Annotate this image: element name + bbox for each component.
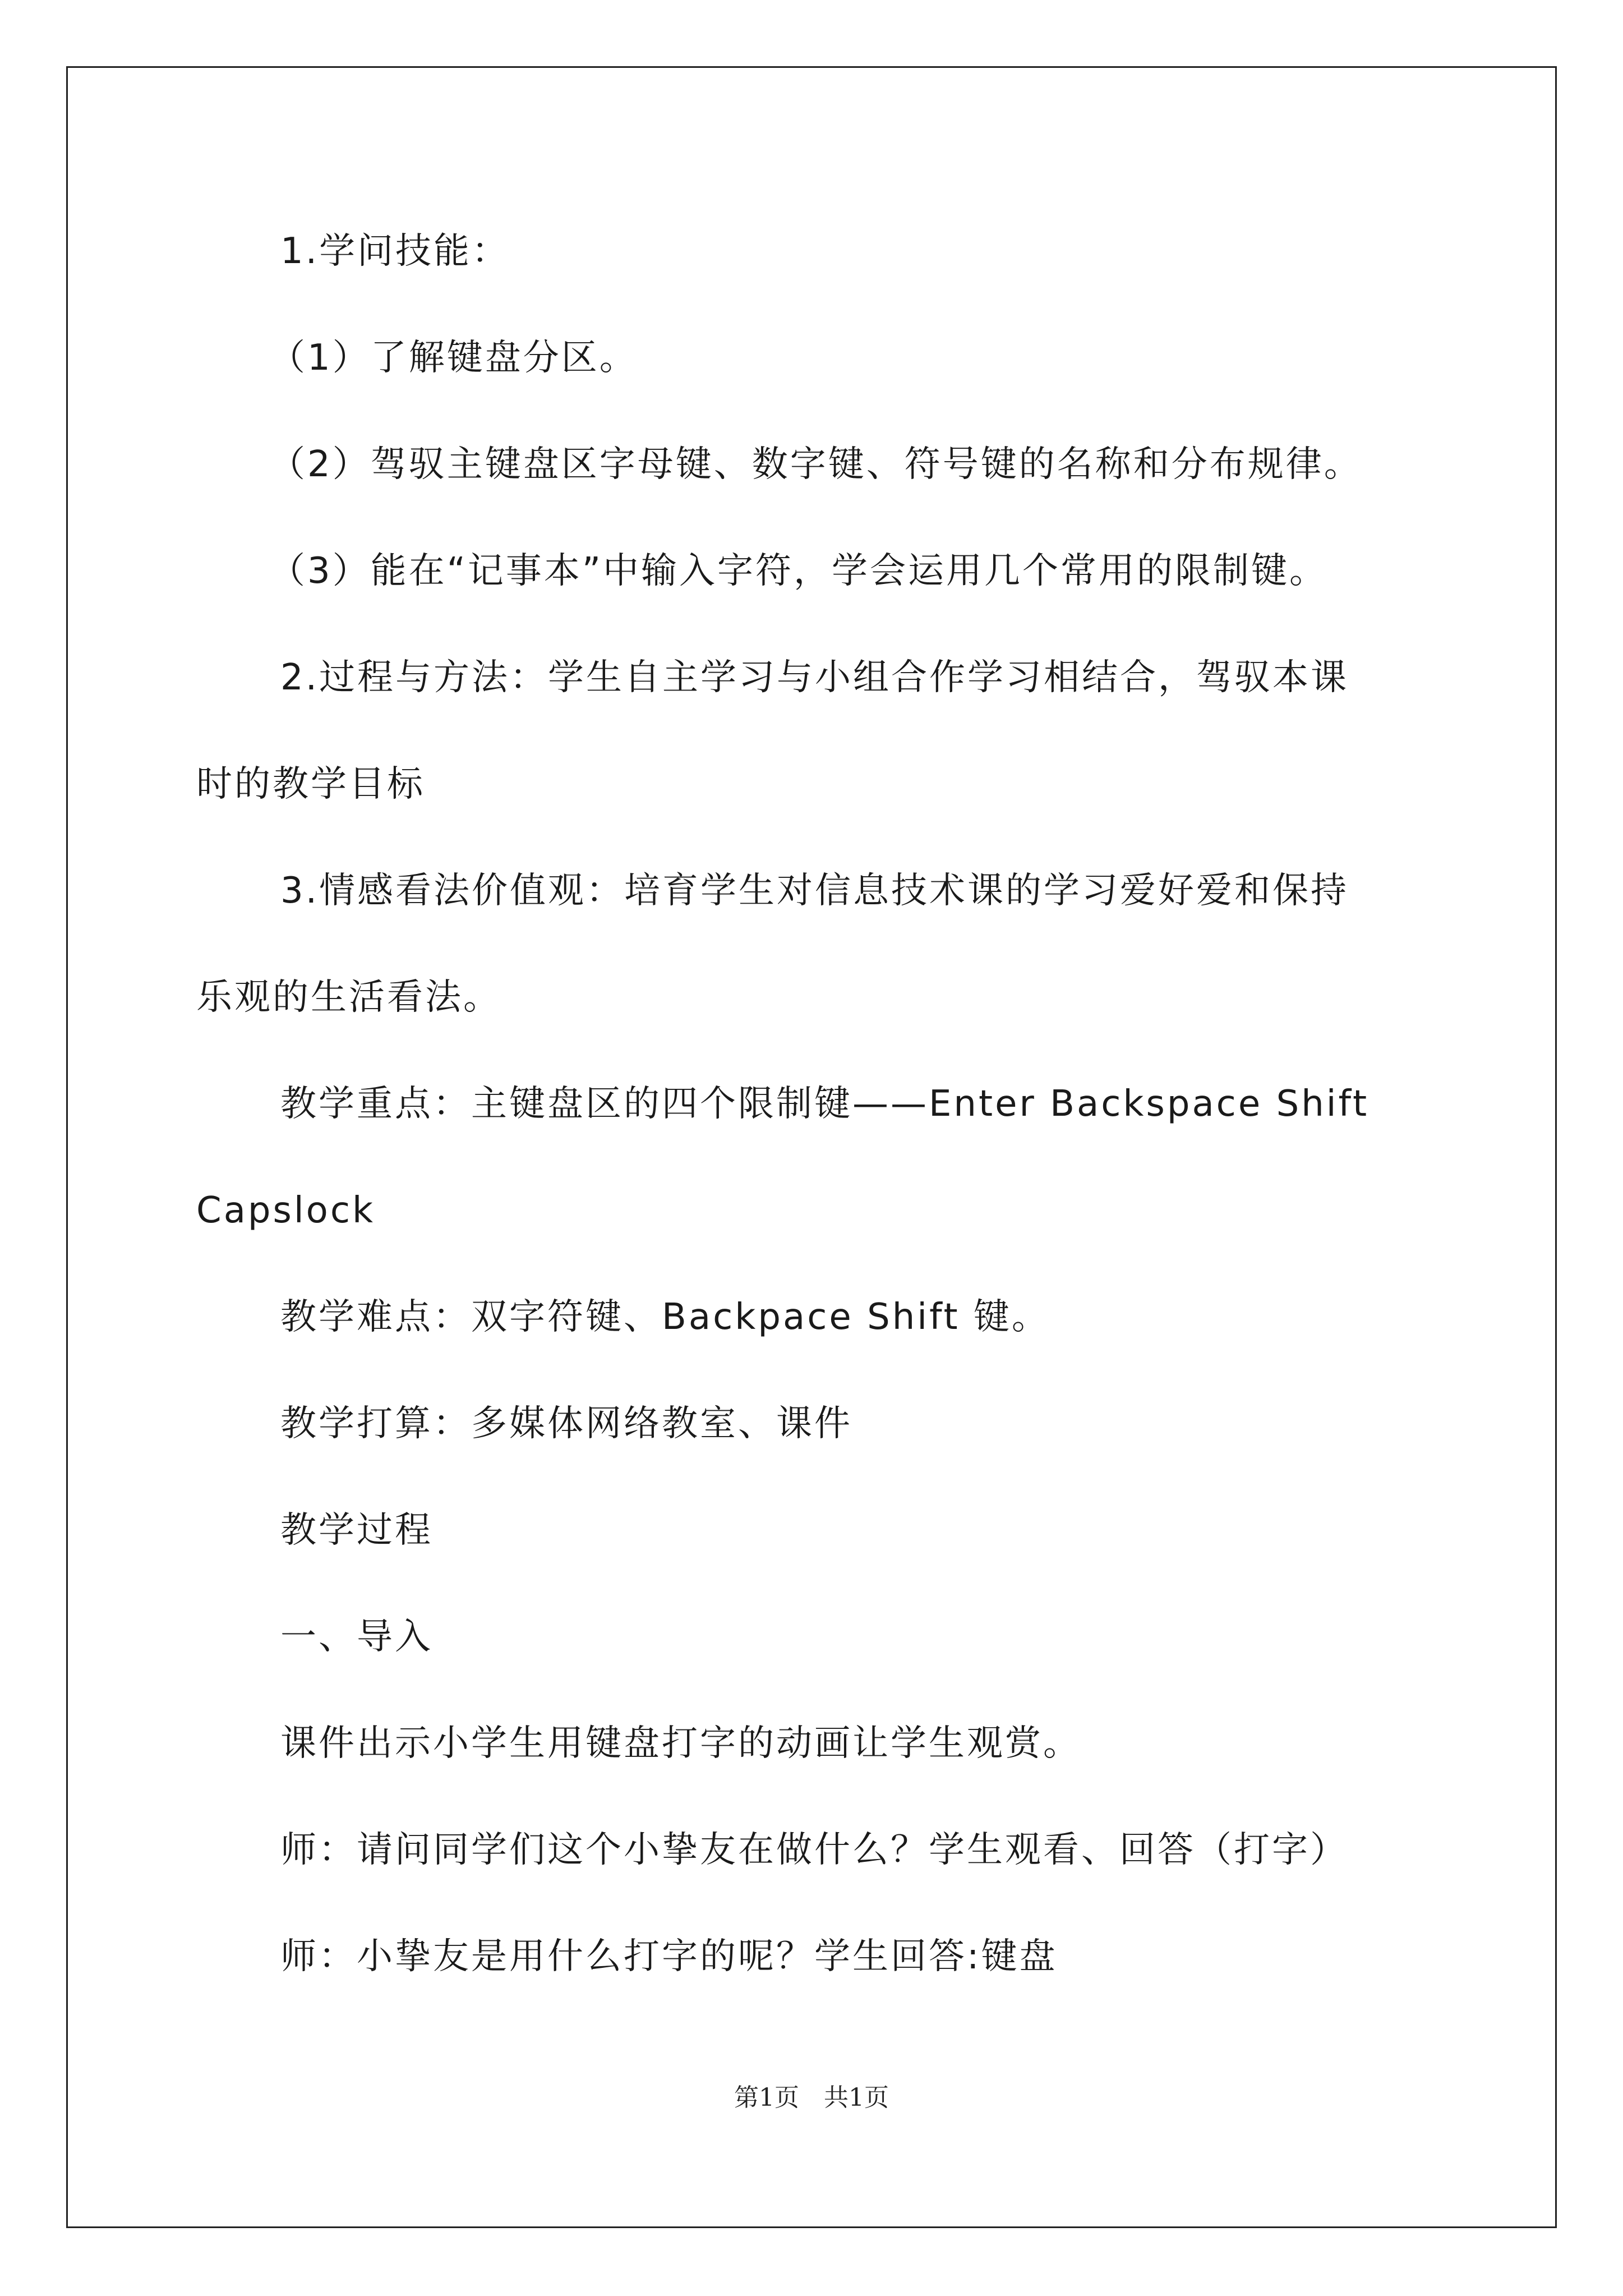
text-line: 师：请问同学们这个小挚友在做什么？学生观看、回答（打字） <box>280 1829 1348 1871</box>
text-line: 1.学问技能： <box>280 231 510 272</box>
text-line: 3.情感看法价值观：培育学生对信息技术课的学习爱好爱和保持 <box>280 870 1349 912</box>
page-footer: 第1页 共1页 <box>734 2083 889 2112</box>
text-line: 2.过程与方法：学生自主学习与小组合作学习相结合，驾驭本课 <box>280 657 1349 698</box>
text-line: 时的教学目标 <box>196 763 425 805</box>
text-line: 一、导入 <box>280 1616 433 1658</box>
text-line: 教学过程 <box>280 1510 433 1551</box>
text-line: 教学重点：主键盘区的四个限制键——Enter Backspace Shift <box>280 1083 1370 1125</box>
text-line: 教学难点：双字符键、Backpace Shift 键。 <box>280 1296 1050 1338</box>
text-line: 课件出示小学生用键盘打字的动画让学生观赏。 <box>280 1723 1081 1764</box>
text-line: （3）能在“记事本”中输入字符，学会运用几个常用的限制键。 <box>269 550 1328 592</box>
text-line: Capslock <box>196 1190 376 1231</box>
text-line: 师：小挚友是用什么打字的呢？学生回答:键盘 <box>280 1936 1058 1977</box>
text-line: （2）驾驭主键盘区字母键、数字键、符号键的名称和分布规律。 <box>269 444 1362 485</box>
page-border <box>66 66 1557 2228</box>
text-line: 乐观的生活看法。 <box>196 977 501 1018</box>
text-line: 教学打算：多媒体网络教室、课件 <box>280 1403 852 1444</box>
text-line: （1）了解键盘分区。 <box>269 337 638 379</box>
